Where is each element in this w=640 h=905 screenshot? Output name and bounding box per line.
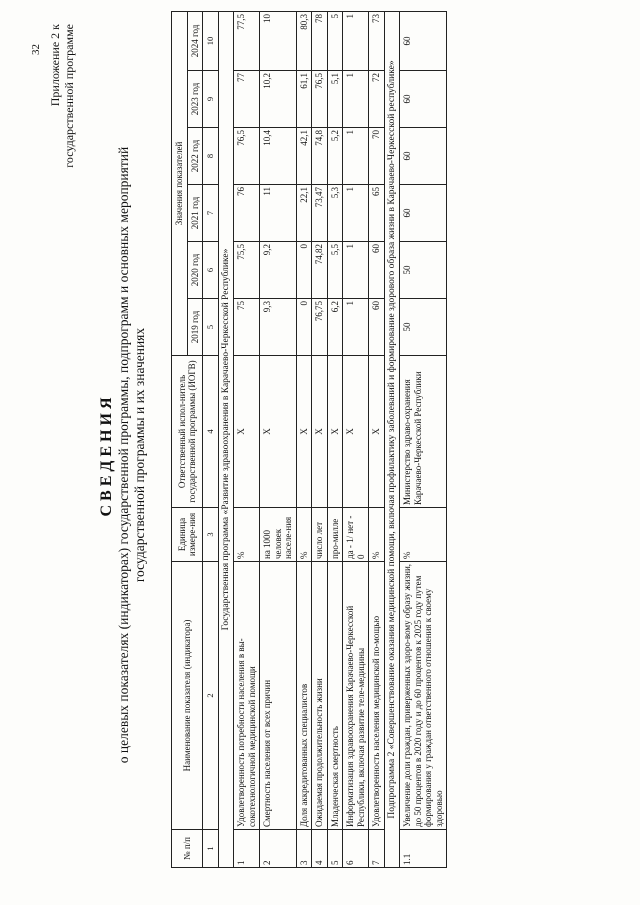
cell-value: 75,5 [234, 242, 260, 299]
cell-responsible: Х [369, 356, 385, 508]
cell-value: 5,3 [327, 185, 343, 242]
cell-value: 60 [400, 128, 447, 185]
header-unit: Единица измере-ния [172, 508, 203, 562]
cell-value: 0 [296, 242, 312, 299]
cell-value: 5,2 [327, 128, 343, 185]
header-year: 2021 год [187, 185, 203, 242]
cell-value: 5,1 [327, 71, 343, 128]
cell-unit: да - 1/ нет - 0 [343, 508, 369, 562]
cell-name: Информатизация здравоохранения Карачаево-Черкесской Республики, включая развитие теле-медицины [343, 562, 369, 830]
cell-value: 75 [234, 299, 260, 356]
table-row [234, 11, 260, 867]
title-subtitle-1: о целевых показателях (индикаторах) государственной программы, подпрограмм и основных мероприятий [116, 146, 131, 764]
table-body-subprogram [384, 11, 447, 867]
cell-value: 10,4 [260, 128, 297, 185]
cell-value: 76,75 [312, 299, 328, 356]
cell-num: 1.1 [400, 830, 447, 868]
cell-responsible: Министерство здраво-охранения Карачаево-Черкесской Республики [400, 356, 447, 508]
cell-value: 61,1 [296, 71, 312, 128]
cell-value: 1 [343, 299, 369, 356]
appendix-line-1: Приложение 2 к [48, 24, 62, 107]
cell-num: 6 [343, 830, 369, 868]
cell-num: 7 [369, 830, 385, 868]
section-program-title: Государственная программа «Развитие здравоохранения в Карачаево-Черкесской Республике» [218, 11, 234, 867]
column-number: 6 [203, 242, 219, 299]
column-number: 4 [203, 356, 219, 508]
cell-responsible: Х [343, 356, 369, 508]
column-number: 10 [203, 11, 219, 70]
cell-value: 50 [400, 299, 447, 356]
appendix-note [48, 24, 76, 168]
cell-unit: про-милле [327, 508, 343, 562]
cell-responsible: Х [234, 356, 260, 508]
cell-value: 1 [343, 11, 369, 70]
cell-num: 2 [260, 830, 297, 868]
cell-value: 10 [260, 11, 297, 70]
cell-value: 60 [400, 71, 447, 128]
header-year: 2023 год [187, 71, 203, 128]
section-subprogram-title: Подпрограмма 2 «Совершенствование оказания медицинской помощи, включая профилактику заболеваний и формирование здорового образа жизни в Карачаево-Черкесской республике» [384, 11, 400, 867]
cell-value: 80,3 [296, 11, 312, 70]
cell-value: 72 [369, 71, 385, 128]
header-num: № п/п [172, 830, 203, 868]
cell-value: 65 [369, 185, 385, 242]
header-name: Наименование показателя (индикатора) [172, 562, 203, 830]
cell-value: 1 [343, 128, 369, 185]
cell-value: 60 [400, 11, 447, 70]
cell-value: 1 [343, 185, 369, 242]
cell-value: 76,5 [312, 71, 328, 128]
header-year: 2022 год [187, 128, 203, 185]
column-number: 7 [203, 185, 219, 242]
cell-name: Удовлетворенность населения медицинской по-мощью [369, 562, 385, 830]
cell-value: 9,2 [260, 242, 297, 299]
cell-value: 9,3 [260, 299, 297, 356]
column-number: 8 [203, 128, 219, 185]
cell-num: 4 [312, 830, 328, 868]
cell-name: Увеличение доли граждан, приверженных здоро-вому образу жизни, до 50 процентов в 2020 году и до 60 процентов к 2025 году путем формирования у граждан ответственного отношения к своему здоровью [400, 562, 447, 830]
cell-unit: % [296, 508, 312, 562]
cell-value: 60 [400, 185, 447, 242]
indicators-table [171, 11, 447, 868]
cell-name: Смертность населения от всех причин [260, 562, 297, 830]
cell-value: 0 [296, 299, 312, 356]
cell-name: Ожидаемая продолжительность жизни [312, 562, 328, 830]
cell-value: 76,5 [234, 128, 260, 185]
cell-responsible: Х [327, 356, 343, 508]
cell-responsible: Х [260, 356, 297, 508]
column-number: 9 [203, 71, 219, 128]
header-year: 2019 год [187, 299, 203, 356]
cell-value: 5 [327, 11, 343, 70]
header-year: 2020 год [187, 242, 203, 299]
cell-name: Младенческая смертность [327, 562, 343, 830]
cell-value: 73 [369, 11, 385, 70]
title-subtitle-2: государственной программы и их значениях [132, 327, 147, 583]
cell-value: 73,47 [312, 185, 328, 242]
page-number: 32 [30, 44, 42, 55]
cell-value: 11 [260, 185, 297, 242]
column-number: 5 [203, 299, 219, 356]
cell-value: 70 [369, 128, 385, 185]
cell-value: 74,82 [312, 242, 328, 299]
cell-value: 22,1 [296, 185, 312, 242]
cell-value: 50 [400, 242, 447, 299]
cell-unit: % [234, 508, 260, 562]
cell-value: 1 [343, 242, 369, 299]
cell-responsible: Х [296, 356, 312, 508]
table-row [369, 11, 385, 867]
cell-value: 42,1 [296, 128, 312, 185]
appendix-line-2: государственной программе [62, 24, 76, 168]
cell-value: 74,8 [312, 128, 328, 185]
table-row [327, 11, 343, 867]
column-number: 1 [203, 830, 219, 868]
header-year: 2024 год [187, 11, 203, 70]
cell-num: 3 [296, 830, 312, 868]
cell-value: 77,5 [234, 11, 260, 70]
header-values-group: Значения показателей [172, 11, 188, 355]
cell-num: 5 [327, 830, 343, 868]
cell-unit: на 1000 человек населе-ния [260, 508, 297, 562]
header-responsible: Ответственный испол-нитель государственной программы (ИОГВ) [172, 356, 203, 508]
cell-num: 1 [234, 830, 260, 868]
column-number: 3 [203, 508, 219, 562]
cell-unit: % [400, 508, 447, 562]
column-number: 2 [203, 562, 219, 830]
table-row [296, 11, 312, 867]
column-numbers-row [203, 11, 219, 867]
cell-value: 60 [369, 242, 385, 299]
document-title [98, 65, 148, 845]
title-main: СВЕДЕНИЯ [98, 393, 115, 517]
table-row [260, 11, 297, 867]
cell-unit: число лет [312, 508, 328, 562]
table-row [400, 11, 447, 867]
cell-value: 77 [234, 71, 260, 128]
cell-name: Удовлетворенность потребности населения в вы-сокотехнологичной медицинской помощи [234, 562, 260, 830]
table-row [343, 11, 369, 867]
cell-value: 76 [234, 185, 260, 242]
table-row [312, 11, 328, 867]
cell-value: 6,2 [327, 299, 343, 356]
cell-value: 60 [369, 299, 385, 356]
table-body-program [218, 11, 384, 867]
cell-value: 5,5 [327, 242, 343, 299]
cell-value: 10,2 [260, 71, 297, 128]
cell-value: 78 [312, 11, 328, 70]
cell-unit: % [369, 508, 385, 562]
cell-responsible: Х [312, 356, 328, 508]
cell-name: Доля аккредитованных специалистов [296, 562, 312, 830]
cell-value: 1 [343, 71, 369, 128]
